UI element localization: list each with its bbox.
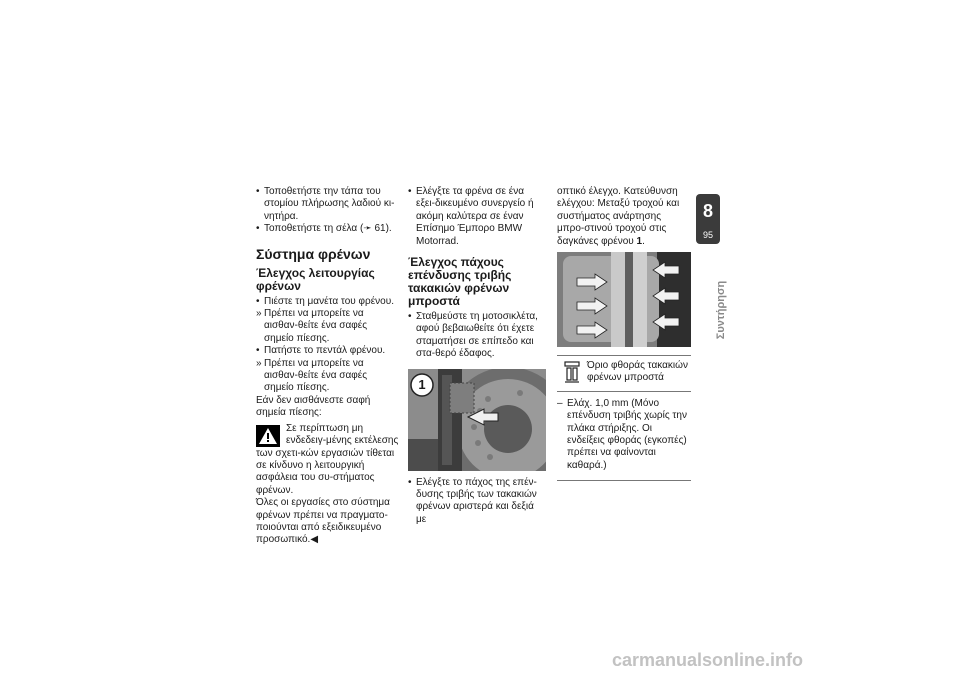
text-column-3 [557,186,691,481]
chapter-number: 8 [702,201,713,221]
bullet-check-at-workshop: • Ελέγξτε τα φρένα σε ένα εξει-δικευμένο συνεργείο ή ακόμη καλύτερα σε έναν Επίσημο Έμπορο BMW Motorrad. [408,186,545,248]
bullet-brake-pedal: • Πατήστε το πεντάλ φρένου. [256,345,399,357]
text-column-2 [408,186,545,526]
paragraph-visual-check: οπτικό έλεγχο. Κατεύθυνση ελέγχου: Μεταξύ τροχού και συστήματος ανάρτησης μπρο-στινού τροχού στις δαγκάνες φρένου 1. [557,186,680,247]
brake-pad-gauge-icon [563,360,581,384]
spec-min-thickness: – Ελάχ. 1,0 mm (Μόνο επένδυση τριβής χωρίς την πλάκα στήριξης. Οι ενδείξεις φθοράς (εγκοπές) πρέπει να φαίνονται καθαρά.) [557,398,691,472]
warning-triangle-icon [256,425,280,447]
site-watermark: carmanualsonline.info [612,650,804,670]
brake-pad-illustration [557,252,691,347]
chapter-side-title: Συντήρηση [715,280,727,340]
bullet-oil-cap: • Τοποθετήστε την τάπα του στομίου πλήρωσης λαδιού κι-νητήρα. [256,186,399,223]
wear-limit-spec-box [557,355,691,481]
photo-label-1: 1 [418,376,426,392]
result-pressure-point-2: » Πρέπει να μπορείτε να αισθαν-θείτε ένα σαφές σημείο πίεσης. [256,358,399,395]
warning-block [256,423,399,497]
brake-disc-illustration [408,369,546,471]
text-column-1 [256,186,399,547]
paragraph-specialist: Όλες οι εργασίες στο σύστημα φρένων πρέπει να πραγματο-ποιούνται από εξειδικευμένο προσωπικό.◀ [256,497,390,546]
bullet-brake-lever: • Πιέστε τη μανέτα του φρένου. [256,296,399,308]
brake-caliper-photo [408,369,546,471]
bullet-check-pad-thickness: • Ελέγξτε το πάχος της επέν-δυσης τριβής των τακακιών φρένων αριστερά και δεξιά με [408,477,545,527]
spec-header [557,356,691,392]
bullet-park-motorcycle: • Σταθμεύστε τη μοτοσικλέτα, αφού βεβαιωθείτε ότι έχετε σταματήσει σε επίπεδο και στα-θερό έδαφος. [408,311,545,361]
section-heading-brake-system: Σύστημα φρένων [256,245,371,262]
page-number: 95 [702,230,713,240]
brake-pad-closeup-photo [557,252,691,347]
subheading-front-pad-thickness: Έλεγχος πάχους επένδυσης τριβής τακακιών φρένων μπροστά [408,255,512,309]
spec-body [557,392,691,480]
warning-text: Σε περίπτωση μη ενδεδειγ-μένης εκτέλεσης των σχετι-κών εργασιών τίθεται σε κίνδυνο η λειτουργική ασφάλεια του συ-στήματος φρένων. [256,422,399,496]
bullet-seat: • Τοποθετήστε τη σέλα (➛ 61). [256,223,399,235]
paragraph-no-pressure-point: Εάν δεν αισθάνεστε σαφή σημεία πίεσης: [256,394,371,419]
subheading-brake-function-check: Έλεγχος λειτουργίας φρένων [256,265,375,293]
spec-title: Όριο φθοράς τακακιών φρένων μπροστά [587,360,688,384]
result-pressure-point-1: » Πρέπει να μπορείτε να αισθαν-θείτε ένα σαφές σημείο πίεσης. [256,308,399,345]
